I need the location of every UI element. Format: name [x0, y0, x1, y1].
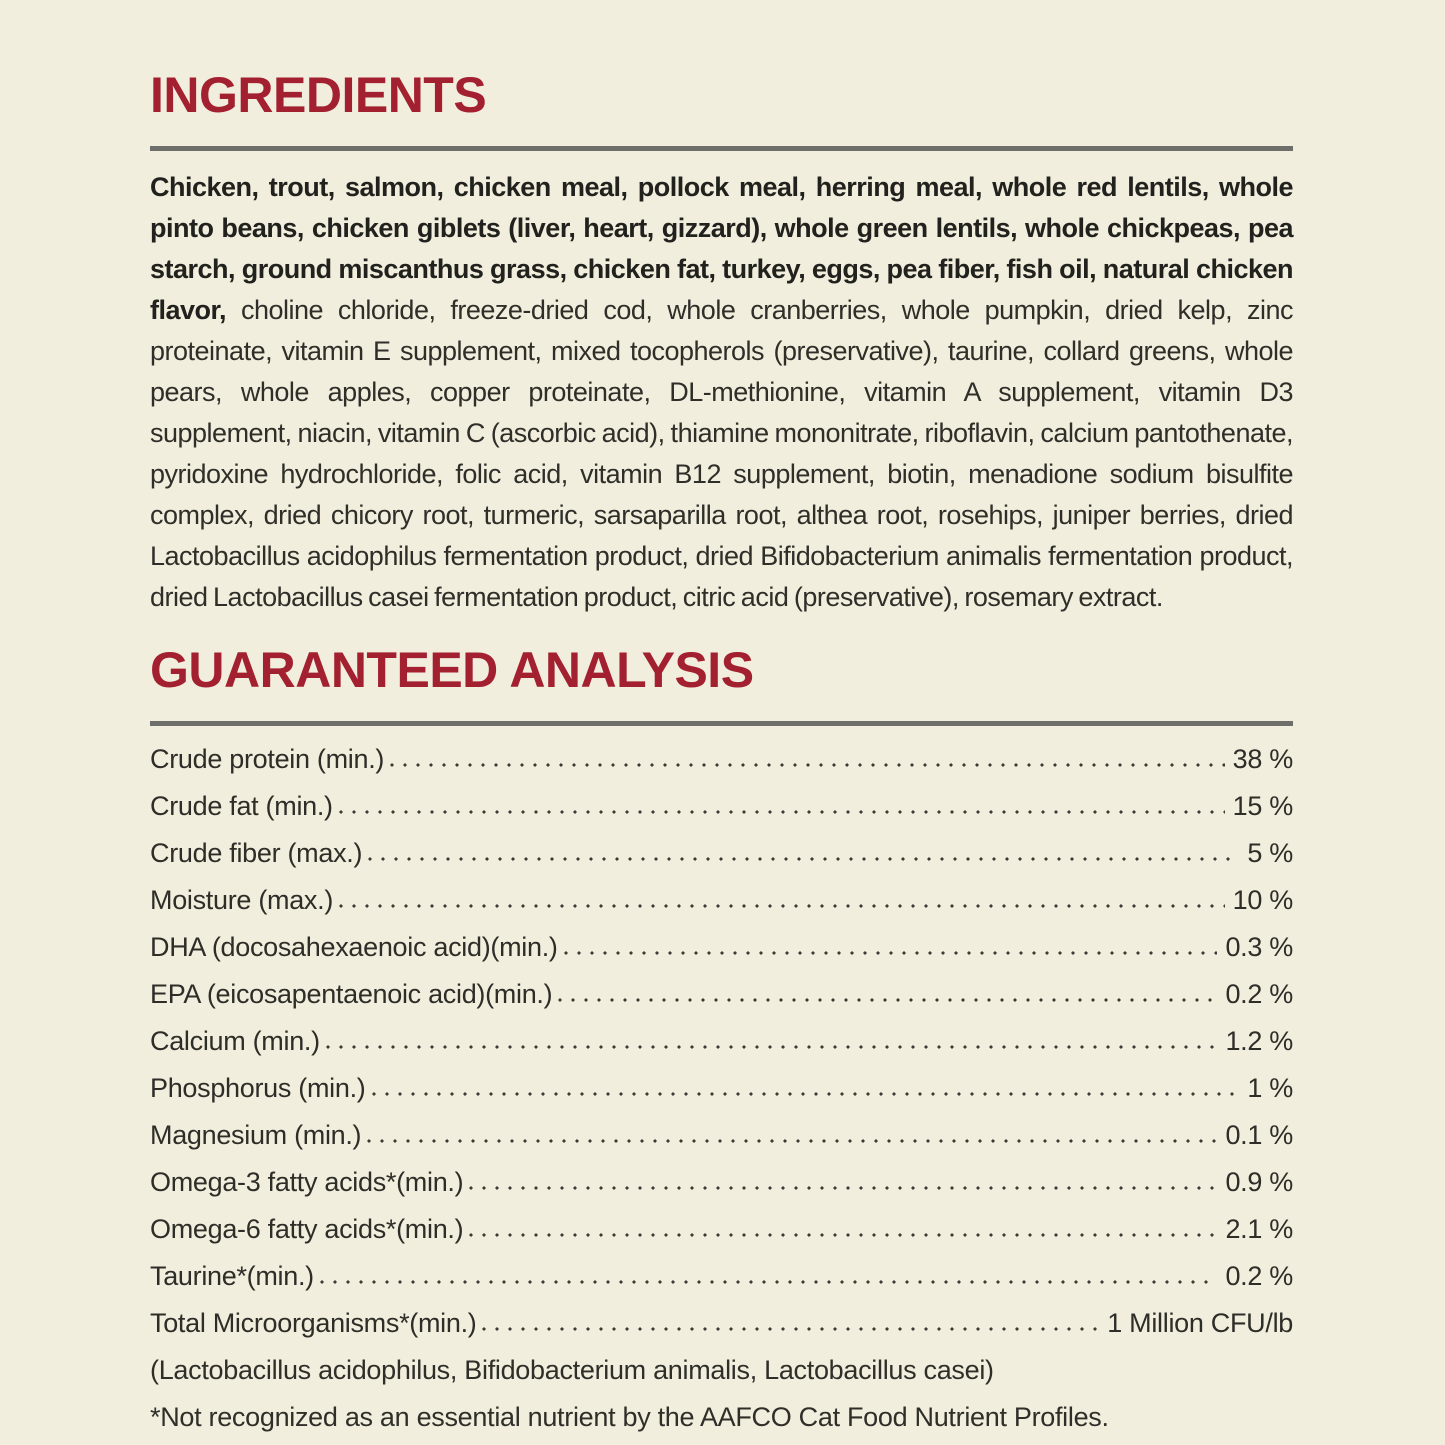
table-row — [150, 1112, 1293, 1159]
table-row — [150, 830, 1293, 877]
ingredients-divider — [150, 146, 1293, 151]
ingredients-section — [150, 67, 1293, 618]
row-value: 1 % — [1247, 1073, 1293, 1103]
row-label: Calcium (min.) — [150, 1026, 320, 1056]
row-value: 15 % — [1232, 791, 1293, 821]
dot-leader — [320, 1253, 1218, 1300]
row-label: Crude fat (min.) — [150, 791, 333, 821]
ingredients-primary-list: Chicken, trout, salmon, chicken meal, pollock meal, herring meal, whole red lentils, whole pinto beans, chicken giblets (liver, heart, gizzard), whole green lentils, whole chickpeas, pea starch, ground miscanthus grass, chicken fat, turkey, eggs, pea fiber, fish oil, natural chicken flavor, — [150, 172, 1293, 325]
dot-leader — [390, 736, 1225, 783]
row-label: Total Microorganisms*(min.) — [150, 1308, 477, 1338]
dot-leader — [469, 1159, 1217, 1206]
table-row — [150, 1253, 1293, 1300]
dot-leader — [564, 924, 1218, 971]
row-value: 0.2 % — [1225, 979, 1293, 1009]
row-value: 38 % — [1232, 744, 1293, 774]
ingredients-paragraph — [150, 167, 1293, 618]
row-value: 10 % — [1232, 885, 1293, 915]
table-row — [150, 736, 1293, 783]
aafco-footnote: *Not recognized as an essential nutrient by the AAFCO Cat Food Nutrient Profiles. — [150, 1402, 1109, 1432]
row-label: Omega-6 fatty acids*(min.) — [150, 1214, 464, 1244]
dot-leader — [558, 971, 1217, 1018]
row-label: EPA (eicosapentaenoic acid)(min.) — [150, 979, 553, 1009]
row-value: 0.9 % — [1225, 1167, 1293, 1197]
table-row — [150, 971, 1293, 1018]
row-label: Crude protein (min.) — [150, 744, 385, 774]
ingredients-title: INGREDIENTS — [150, 67, 487, 123]
table-row — [150, 1018, 1293, 1065]
dot-leader — [469, 1206, 1217, 1253]
guaranteed-analysis-section — [150, 642, 1293, 1441]
row-value: 0.1 % — [1225, 1120, 1293, 1150]
table-row — [150, 1300, 1293, 1347]
table-row — [150, 783, 1293, 830]
row-value: 2.1 % — [1225, 1214, 1293, 1244]
dot-leader — [326, 1018, 1218, 1065]
dot-leader — [482, 1300, 1099, 1347]
row-label: Omega-3 fatty acids*(min.) — [150, 1167, 464, 1197]
table-row — [150, 1159, 1293, 1206]
row-value: 1 Million CFU/lb — [1107, 1308, 1293, 1338]
dot-leader — [372, 1065, 1240, 1112]
row-value: 0.3 % — [1225, 932, 1293, 962]
dot-leader — [368, 830, 1239, 877]
row-label: Moisture (max.) — [150, 885, 334, 915]
row-value: 5 % — [1247, 838, 1293, 868]
row-label: Crude fiber (max.) — [150, 838, 363, 868]
table-row — [150, 924, 1293, 971]
table-row — [150, 1065, 1293, 1112]
row-value: 0.2 % — [1225, 1261, 1293, 1291]
dot-leader — [367, 1112, 1217, 1159]
ingredients-secondary-list: choline chloride, freeze-dried cod, whole cranberries, whole pumpkin, dried kelp, zinc proteinate, vitamin E supplement, mixed tocopherols (preservative), taurine, collard greens, whole pears, whole apples, copper proteinate, DL-methionine, vitamin A supplement, vitamin D3 supplement, niacin, vitamin C (ascorbic acid), thiamine mononitrate, riboflavin, calcium pantothenate, pyridoxine hydrochloride, folic acid, vitamin B12 supplement, biotin, menadione sodium bisulfite complex, dried chicory root, turmeric, sarsaparilla root, althea root, rosehips, juniper berries, dried Lactobacillus acidophilus fermentation product, dried Bifidobacterium animalis fermentation product, dried Lactobacillus casei fermentation product, citric acid (preservative), rosemary extract. — [150, 295, 1293, 612]
row-value: 1.2 % — [1225, 1026, 1293, 1056]
row-label: Phosphorus (min.) — [150, 1073, 366, 1103]
guaranteed-analysis-title: GUARANTEED ANALYSIS — [150, 642, 754, 698]
microorganisms-detail: (Lactobacillus acidophilus, Bifidobacterium animalis, Lactobacillus casei) — [150, 1355, 994, 1385]
guaranteed-analysis-table — [150, 736, 1293, 1347]
row-label: DHA (docosahexaenoic acid)(min.) — [150, 932, 558, 962]
dot-leader — [339, 783, 1225, 830]
row-label: Taurine*(min.) — [150, 1261, 314, 1291]
row-label: Magnesium (min.) — [150, 1120, 362, 1150]
table-row — [150, 1206, 1293, 1253]
dot-leader — [339, 877, 1225, 924]
guaranteed-analysis-divider — [150, 721, 1293, 726]
table-row — [150, 877, 1293, 924]
